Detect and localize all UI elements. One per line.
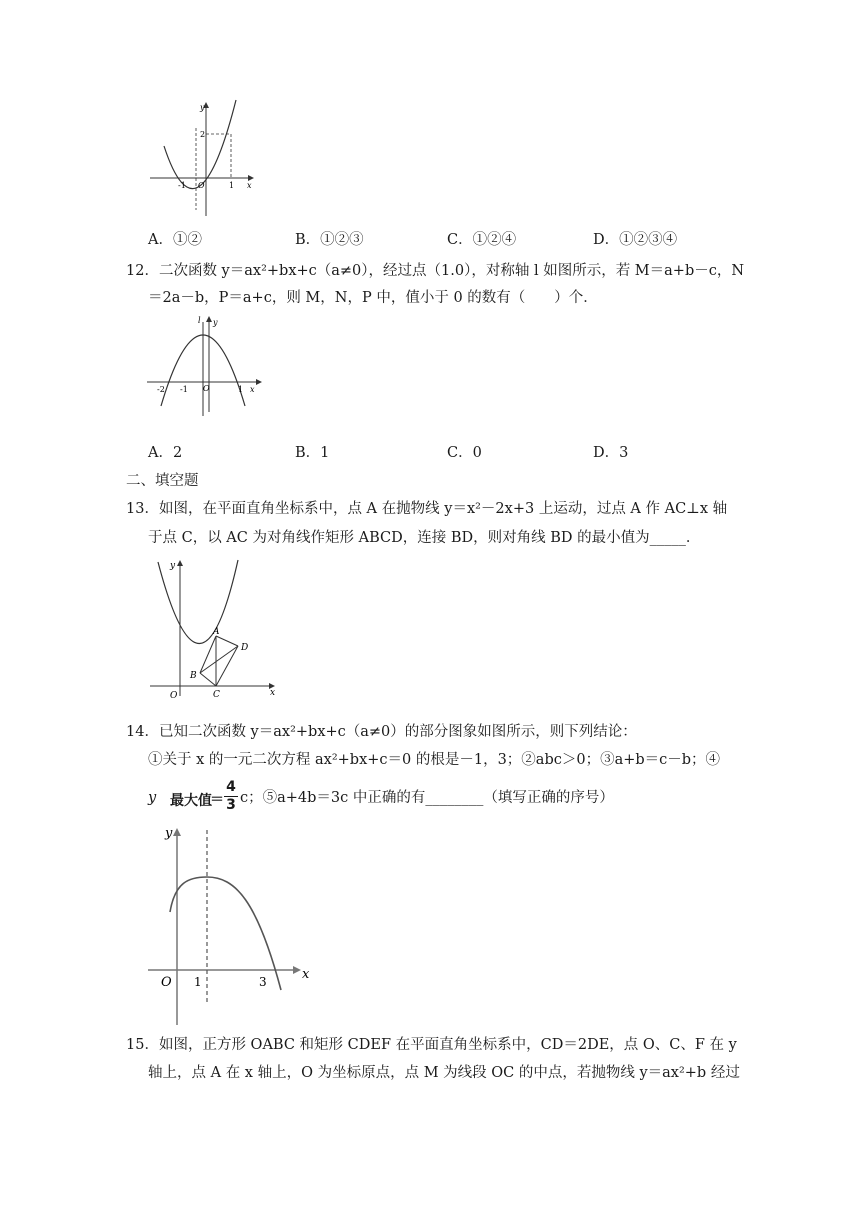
x-label: x <box>270 688 276 698</box>
point-D-label: D <box>241 643 249 653</box>
tick-neg2: -2 <box>157 385 165 394</box>
q14-line3-rest: c；⑤a+4b＝3c 中正确的有________（填写正确的序号） <box>240 790 614 806</box>
parabola <box>170 877 281 990</box>
segment-AD <box>216 636 238 646</box>
max-value-label: 最大值 <box>170 793 212 809</box>
y-label: y <box>165 826 173 841</box>
fraction-denominator: 3 <box>226 797 236 813</box>
point-B-label: B <box>190 671 197 681</box>
x-label: x <box>250 385 255 394</box>
parabola <box>164 100 236 189</box>
q13-line1: 13．如图，在平面直角坐标系中，点 A 在抛物线 y＝x²－2x+3 上运动，过点 A 作 AC⊥x 轴 <box>126 501 728 517</box>
y-symbol: y <box>148 790 157 806</box>
y-axis-arrow <box>206 316 212 322</box>
origin-label: O <box>203 384 210 393</box>
q12-option-d: D．3 <box>593 445 629 461</box>
tick-1: 1 <box>194 975 202 989</box>
y-axis-arrow <box>173 828 181 836</box>
q15-line1: 15．如图，正方形 OABC 和矩形 CDEF 在平面直角坐标系中，CD＝2DE，点 O、C、F 在 y <box>126 1037 737 1053</box>
tick-2: 2 <box>200 130 206 139</box>
segment-BC <box>200 673 216 686</box>
tick-neg1: -1 <box>180 385 188 394</box>
q12-line2: ＝2a－b，P＝a+c，则 M，N，P 中，值小于 0 的数有（ ）个． <box>148 290 598 306</box>
q14-graph <box>145 820 320 1030</box>
q11-option-c: C．①②④ <box>447 232 517 248</box>
q12-graph <box>145 312 265 422</box>
tick-1: 1 <box>238 385 244 394</box>
point-C-label: C <box>213 690 220 700</box>
q12-option-c: C．0 <box>447 445 482 461</box>
origin-label: O <box>161 975 172 990</box>
y-axis-arrow <box>177 560 183 566</box>
y-label: y <box>213 318 218 327</box>
q13-graph <box>150 556 280 701</box>
q14-line2: ①关于 x 的一元二次方程 ax²+bx+c＝0 的根是－1，3；②abc＞0；③a+b＝c－b；④ <box>148 752 721 768</box>
point-A-label: A <box>213 627 220 637</box>
q11-graph <box>148 98 258 218</box>
fraction-four-thirds <box>224 780 238 813</box>
q13-line2: 于点 C，以 AC 为对角线作矩形 ABCD，连接 BD，则对角线 BD 的最小值为_____． <box>148 530 701 546</box>
origin-label: O <box>170 691 178 701</box>
y-label: y <box>200 103 205 112</box>
tick-neg1: -1 <box>178 181 186 190</box>
q12-option-a: A．2 <box>148 445 183 461</box>
q11-option-d: D．①②③④ <box>593 232 678 248</box>
tick-1: 1 <box>229 181 235 190</box>
q11-option-b: B．①②③ <box>295 232 364 248</box>
x-axis-arrow <box>293 966 301 974</box>
parabola <box>158 560 238 644</box>
q15-line2: 轴上，点 A 在 x 轴上，O 为坐标原点，点 M 为线段 OC 的中点，若抛物线 y＝ax²+b 经过 <box>148 1065 740 1081</box>
x-label: x <box>247 181 252 190</box>
origin-label: O <box>198 181 205 190</box>
q11-option-a: A．①② <box>148 232 202 248</box>
fraction-numerator: 4 <box>226 779 236 795</box>
l-label: l <box>198 316 201 325</box>
q12-option-b: B．1 <box>295 445 330 461</box>
x-axis-arrow <box>256 379 262 385</box>
tick-3: 3 <box>259 975 267 989</box>
q14-line1: 14．已知二次函数 y＝ax²+bx+c（a≠0）的部分图象如图所示，则下列结论： <box>126 724 637 740</box>
section-fill-in-title: 二、填空题 <box>126 473 199 489</box>
equals-sign: ＝ <box>210 792 224 808</box>
q12-line1: 12．二次函数 y＝ax²+bx+c（a≠0），经过点（1.0），对称轴 l 如图所示，若 M＝a+b－c，N <box>126 263 745 279</box>
x-label: x <box>302 967 310 982</box>
segment-DC <box>216 646 238 686</box>
y-label: y <box>170 561 176 571</box>
